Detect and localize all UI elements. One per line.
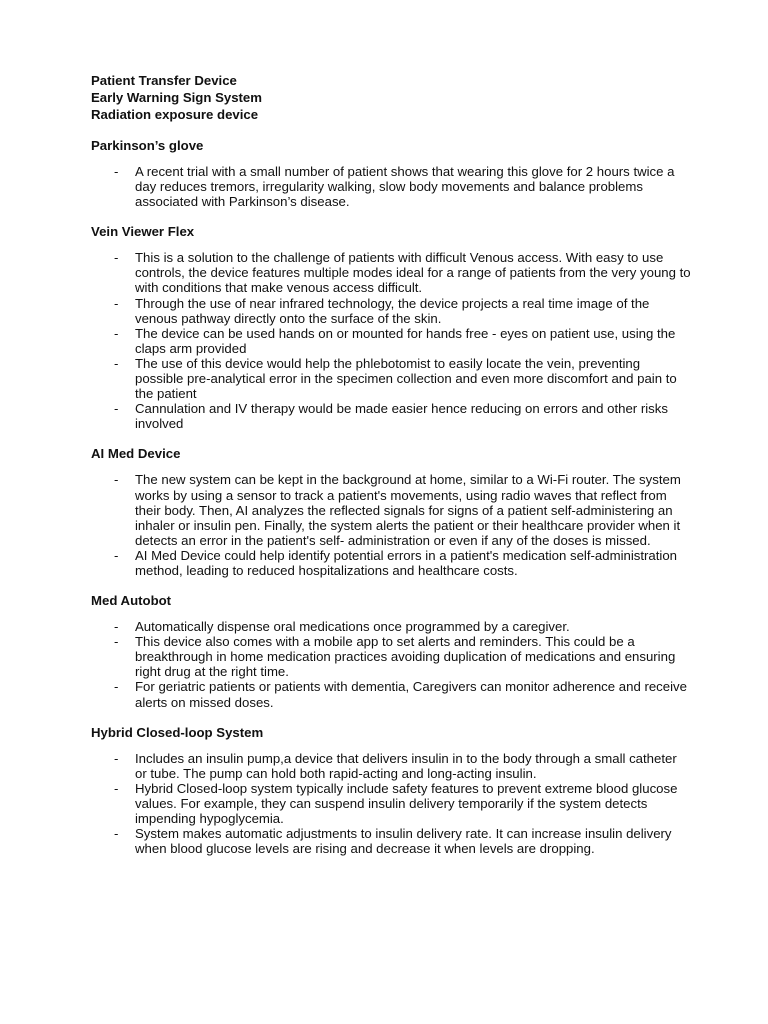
bullet-item	[91, 250, 691, 295]
bullet-item	[91, 296, 691, 326]
bullet-text: Automatically dispense oral medications once programmed by a caregiver.	[135, 619, 570, 635]
bullet-item	[91, 826, 691, 856]
bullet-list	[91, 472, 691, 578]
bullet-text: Includes an insulin pump,a device that delivers insulin in to the body through a small catheter or tube. The pump can hold both rapid-acting and long-acting insulin.	[135, 750, 677, 781]
section	[91, 725, 691, 857]
section	[91, 224, 691, 431]
bullet-item	[91, 326, 691, 356]
bullet-text: The use of this device would help the phlebotomist to easily locate the vein, preventing possible pre-analytical error in the specimen collection and even more discomfort and pain to the patient	[135, 355, 677, 402]
bullet-item	[91, 634, 691, 679]
bullet-list	[91, 164, 691, 209]
document-body	[91, 72, 691, 856]
bullet-text: AI Med Device could help identify potential errors in a patient's medication self-administration method, leading to reduced hospitalizations and healthcare costs.	[135, 547, 678, 578]
bullet-dash: -	[114, 250, 119, 266]
bullet-dash: -	[114, 325, 119, 341]
bullet-dash: -	[114, 401, 119, 417]
bullet-text: For geriatric patients or patients with dementia, Caregivers can monitor adherence and receive alerts on missed doses.	[135, 679, 687, 710]
bullet-item	[91, 548, 691, 578]
bullet-dash: -	[114, 355, 119, 371]
section-heading: Med Autobot	[91, 593, 172, 609]
title-block	[91, 72, 691, 123]
bullet-text: This device also comes with a mobile app to set alerts and reminders. This could be a breakthrough in home medication practices avoiding duplication of medications and ensuring right drug at the right time.	[135, 634, 676, 680]
sections-container	[91, 138, 691, 856]
bullet-dash: -	[114, 547, 119, 563]
bullet-dash: -	[114, 780, 119, 796]
bullet-item	[91, 751, 691, 781]
bullet-item	[91, 679, 691, 709]
bullet-item	[91, 164, 691, 209]
section-heading: Parkinson’s glove	[91, 138, 204, 153]
bullet-text: System makes automatic adjustments to insulin delivery rate. It can increase insulin delivery when blood glucose levels are rising and decrease it when levels are dropping.	[135, 826, 672, 857]
title-line: Radiation exposure device	[91, 107, 259, 122]
bullet-dash: -	[114, 472, 119, 488]
bullet-item	[91, 356, 691, 401]
bullet-item	[91, 472, 691, 547]
bullet-text: A recent trial with a small number of patient shows that wearing this glove for 2 hours twice a day reduces tremors, irregularity walking, slow body movements and balance problems associated with Parkinson’s disease.	[135, 164, 675, 210]
bullet-dash: -	[114, 679, 119, 695]
bullet-list	[91, 250, 691, 431]
section-heading: AI Med Device	[91, 446, 181, 462]
bullet-dash: -	[114, 634, 119, 650]
bullet-item	[91, 619, 691, 634]
section	[91, 446, 691, 578]
bullet-list	[91, 619, 691, 710]
bullet-text: The device can be used hands on or mounted for hands free - eyes on patient use, using the claps arm provided	[135, 325, 676, 356]
section-heading: Vein Viewer Flex	[91, 224, 195, 240]
section-heading: Hybrid Closed-loop System	[91, 724, 264, 740]
bullet-dash: -	[114, 295, 119, 311]
bullet-text: Through the use of near infrared technology, the device projects a real time image of the venous pathway directly onto the surface of the skin.	[135, 295, 650, 326]
bullet-dash: -	[114, 619, 119, 635]
section	[91, 138, 691, 209]
bullet-dash: -	[114, 750, 119, 766]
bullet-text: The new system can be kept in the background at home, similar to a Wi-Fi router. The system works by using a sensor to track a patient's movements, using radio waves that reflect from their body. Then, AI analyzes the reflected signals for signs of a patient self-administering an inhaler or insulin pen. Finally, the system alerts the patient or their healthcare provider when it detects an error in the patient's self- administration or even if any of the doses is missed.	[135, 472, 681, 548]
bullet-list	[91, 751, 691, 857]
section	[91, 593, 691, 710]
bullet-text: Cannulation and IV therapy would be made easier hence reducing on errors and other risks involved	[135, 401, 668, 432]
bullet-text: This is a solution to the challenge of patients with difficult Venous access. With easy to use controls, the device features multiple modes ideal for a range of patients from the very young to with conditions that make venous access difficult.	[135, 250, 691, 296]
bullet-text: Hybrid Closed-loop system typically include safety features to prevent extreme blood glucose values. For example, they can suspend insulin delivery temporarily if the system detects impending hypoglycemia.	[135, 780, 678, 826]
bullet-dash: -	[114, 826, 119, 842]
bullet-item	[91, 781, 691, 826]
title-line: Patient Transfer Device	[91, 73, 237, 88]
title-line: Early Warning Sign System	[91, 90, 262, 105]
bullet-dash: -	[114, 164, 119, 179]
bullet-item	[91, 401, 691, 431]
